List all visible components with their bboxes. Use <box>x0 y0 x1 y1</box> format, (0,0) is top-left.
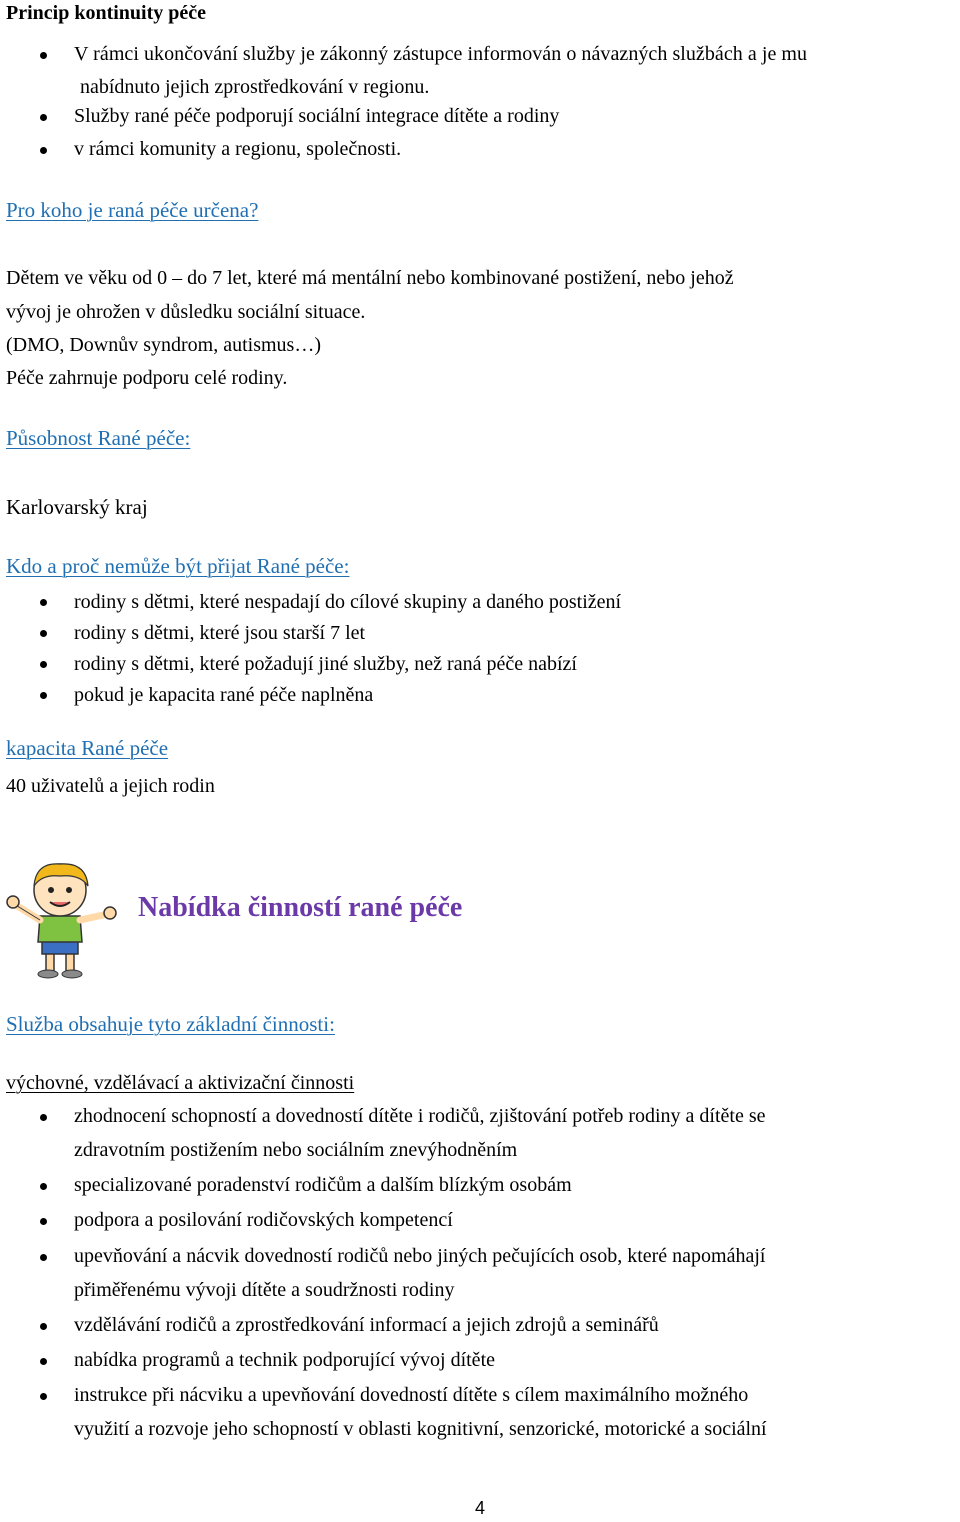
list-item <box>0 586 960 619</box>
list-item <box>0 1204 960 1237</box>
list-item-text: zdravotním postižením nebo sociálním znevýhodněním <box>74 1139 518 1161</box>
section-title-activities[interactable]: Služba obsahuje tyto základní činnosti: <box>6 1012 335 1036</box>
list-item-text: upevňování a nácvik dovedností rodičů nebo jiných pečujících osob, které napomáhají <box>74 1245 766 1267</box>
list-item <box>0 617 960 650</box>
list-item-text: V rámci ukončování služby je zákonný zástupce informován o návazných službách a je mu <box>74 43 808 65</box>
continuity-list-2 <box>0 100 960 166</box>
target-line-4: Péče zahrnuje podporu celé rodiny. <box>6 367 288 389</box>
list-item <box>0 133 960 166</box>
capacity-text: 40 uživatelů a jejich rodin <box>6 775 215 797</box>
list-item-text: rodiny s dětmi, které jsou starší 7 let <box>74 622 366 644</box>
list-item <box>0 679 960 712</box>
list-item-text: vzdělávání rodičů a zprostředkování informací a jejich zdrojů a seminářů <box>74 1314 659 1336</box>
activities-list <box>0 1100 960 1446</box>
target-line-2: vývoj je ohrožen v důsledku sociální situace. <box>6 301 366 323</box>
bullet-icon <box>40 1183 47 1190</box>
activities-subtitle: výchovné, vzdělávací a aktivizační činnosti <box>6 1072 355 1094</box>
bullet-icon <box>40 114 47 121</box>
list-item-text: specializované poradenství rodičům a dalším blízkým osobám <box>74 1174 572 1196</box>
list-item-text: rodiny s dětmi, které požadují jiné služby, než raná péče nabízí <box>74 653 577 675</box>
section-title-continuity: Princip kontinuity péče <box>6 2 207 24</box>
scope-text: Karlovarský kraj <box>6 495 148 519</box>
bullet-icon <box>40 692 47 699</box>
bullet-icon <box>40 1114 47 1121</box>
list-item <box>0 38 960 104</box>
list-item-text: Služby rané péče podporují sociální integrace dítěte a rodiny <box>74 105 560 127</box>
bullet-icon <box>40 599 47 606</box>
list-item-text: nabídka programů a technik podporující vývoj dítěte <box>74 1349 495 1371</box>
bullet-icon <box>40 1323 47 1330</box>
target-line-1: Dětem ve věku od 0 – do 7 let, které má mentální nebo kombinované postižení, nebo jehož <box>6 267 734 289</box>
list-item-text: instrukce při nácviku a upevňování dovedností dítěte s cílem maximálního možného <box>74 1384 749 1406</box>
list-item-text: v rámci komunity a regionu, společnosti. <box>74 138 402 160</box>
list-item-text: nabídnuto jejich zprostředkování v regionu. <box>80 76 430 98</box>
cartoon-boy-image <box>4 858 120 980</box>
bullet-icon <box>40 1218 47 1225</box>
bullet-icon <box>40 630 47 637</box>
bullet-icon <box>40 661 47 668</box>
bullet-icon <box>40 1254 47 1261</box>
list-item <box>0 1379 960 1446</box>
list-item-text: zhodnocení schopností a dovedností dítěte i rodičů, zjištování potřeb rodiny a dítěte se <box>74 1105 766 1127</box>
section-title-exclusion[interactable]: Kdo a proč nemůže být přijat Rané péče: <box>6 554 350 578</box>
list-item-text: podpora a posilování rodičovských kompetencí <box>74 1209 453 1231</box>
list-item-text: rodiny s dětmi, které nespadají do cílové skupiny a daného postižení <box>74 591 622 613</box>
list-item <box>0 1100 960 1167</box>
list-item-text: přiměřenému vývoji dítěte a soudržnosti rodiny <box>74 1279 455 1301</box>
list-item <box>0 1344 960 1377</box>
banner-title: Nabídka činností rané péče <box>138 892 463 923</box>
page-number: 4 <box>474 1498 485 1518</box>
list-item <box>0 648 960 681</box>
section-title-capacity[interactable]: kapacita Rané péče <box>6 736 169 760</box>
list-item <box>0 1309 960 1342</box>
continuity-list <box>0 38 960 104</box>
bullet-icon <box>40 147 47 154</box>
list-item <box>0 1240 960 1307</box>
bullet-icon <box>40 1393 47 1400</box>
list-item-text: pokud je kapacita rané péče naplněna <box>74 684 374 706</box>
bullet-icon <box>40 52 47 59</box>
list-item <box>0 100 960 133</box>
target-line-3: (DMO, Downův syndrom, autismus…) <box>6 334 321 356</box>
section-title-scope[interactable]: Působnost Rané péče: <box>6 426 191 450</box>
list-item-text: využití a rozvoje jeho schopností v oblasti kognitivní, senzorické, motorické a sociální <box>74 1418 767 1440</box>
bullet-icon <box>40 1358 47 1365</box>
exclusion-list <box>0 586 960 712</box>
list-item <box>0 1169 960 1202</box>
section-title-target[interactable]: Pro koho je raná péče určena? <box>6 198 259 222</box>
